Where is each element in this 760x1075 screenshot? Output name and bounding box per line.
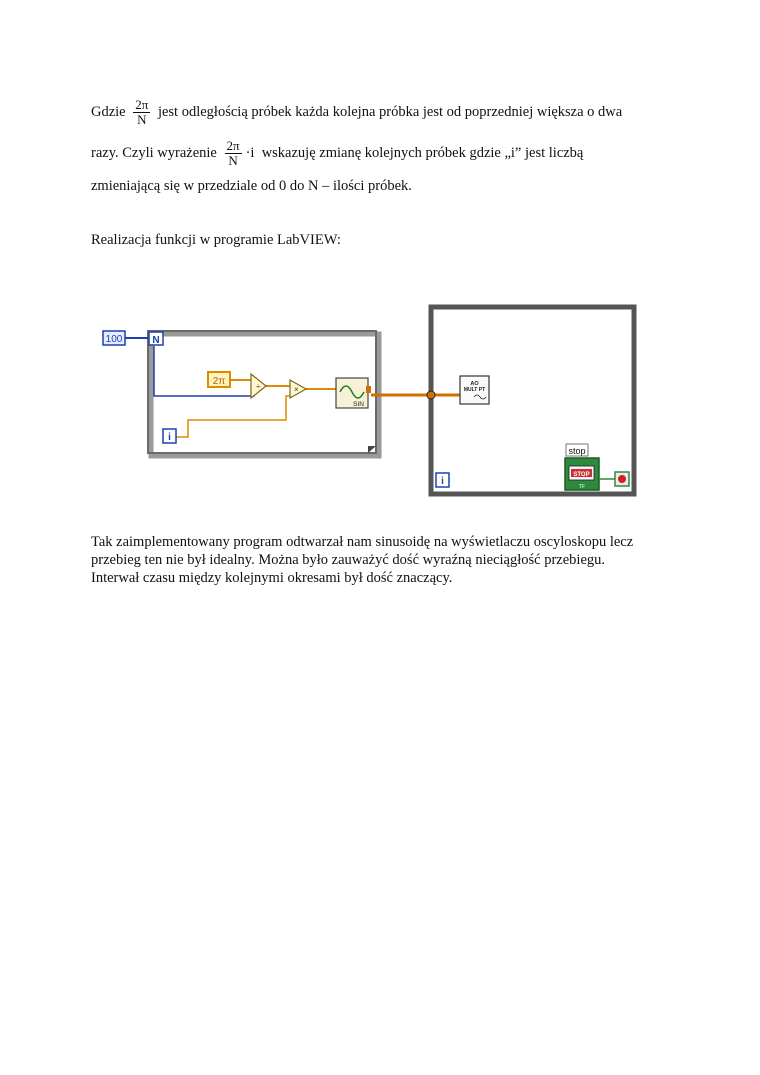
paragraph-2-line-2: przebieg ten nie był idealny. Można było zauważyć dość wyraźną nieciągłość przebiegu. (91, 552, 605, 568)
fraction-2pi-over-n (133, 98, 150, 128)
loop-input-tunnel (427, 391, 435, 399)
text-fragment: wskazuję zmianę kolejnych próbek gdzie „i” jest liczbą (261, 145, 584, 162)
constant-100-text: 100 (105, 334, 123, 345)
text-fragment: jest odległością próbek każda kolejna próbka jest od poprzedniej większa o dwa (157, 104, 623, 121)
text-fragment: Gdzie (91, 104, 126, 121)
text-fragment: razy. Czyli wyrażenie (91, 145, 217, 162)
labview-block-diagram (96, 300, 641, 500)
wire-i-to-multiply (176, 396, 292, 437)
multiply-symbol: × (294, 385, 299, 394)
fraction-numerator: 2π (135, 97, 149, 112)
while-iteration-text: i (441, 476, 444, 487)
paragraph-2-line-3: Interwał czasu między kolejnymi okresami był dość znaczący. (91, 570, 453, 586)
fraction-denominator: N (228, 153, 238, 169)
wire-n-to-divide (154, 346, 254, 396)
stop-condition-icon (618, 475, 626, 483)
fraction-2pi-over-n (225, 139, 242, 169)
sine-node-text: SIN (353, 401, 364, 408)
paragraph-1-line-2 (91, 139, 583, 169)
paragraph-1-line-3: zmieniającą się w przedziale od 0 do N – ilości próbek. (91, 178, 412, 194)
section-heading: Realizacja funkcji w programie LabVIEW: (91, 232, 341, 248)
for-iteration-text: i (168, 432, 171, 443)
daq-label-line2: MULT PT (463, 387, 486, 393)
divide-symbol: ÷ (256, 382, 261, 391)
loop-corner-icon (368, 446, 376, 453)
stop-label: stop (568, 446, 586, 456)
bool-type-text: TF (578, 484, 586, 490)
stop-button-text: STOP (573, 472, 590, 478)
fraction-denominator: N (137, 112, 147, 128)
array-tunnel (366, 386, 371, 393)
text-fragment: ·i (245, 145, 255, 162)
paragraph-1-line-1 (91, 98, 622, 128)
loop-count-text: N (152, 335, 160, 346)
fraction-numerator: 2π (226, 138, 240, 153)
constant-2pi-text: 2π (212, 376, 226, 387)
paragraph-2-line-1: Tak zaimplementowany program odtwarzał nam sinusoidę na wyświetlaczu oscyloskopu lecz (91, 534, 634, 550)
daq-label-line1: AO (470, 381, 479, 387)
